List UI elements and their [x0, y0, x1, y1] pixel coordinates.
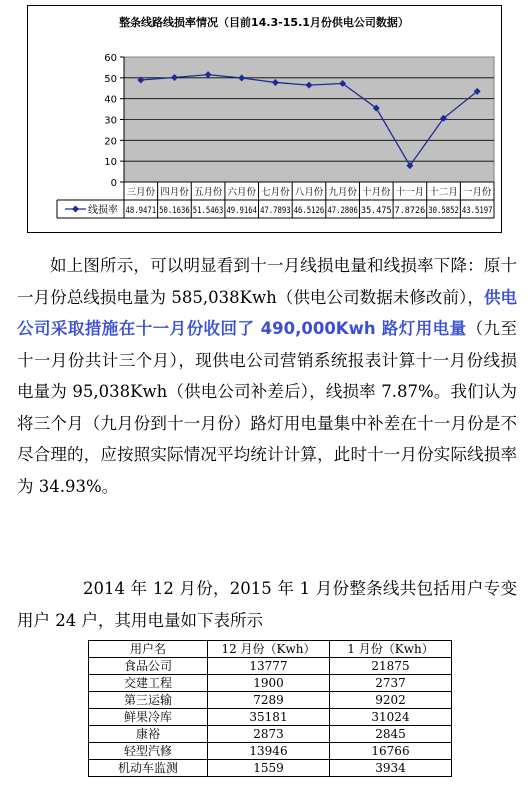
- cell-jan: 3934: [330, 760, 452, 777]
- table-row: [89, 675, 452, 692]
- legend-label: 线损率: [88, 205, 118, 216]
- table-row: [89, 760, 452, 777]
- usage-table: [88, 640, 452, 777]
- cell-jan: 2737: [330, 675, 452, 692]
- cell-jan: 9202: [330, 692, 452, 709]
- analysis-paragraph: [17, 250, 517, 502]
- data-value-label: 49.9164: [226, 206, 258, 216]
- data-value-label: 46.5126: [293, 206, 325, 216]
- table-row: [89, 692, 452, 709]
- x-category-label: 九月份: [328, 187, 357, 198]
- cell-dec: 2873: [208, 726, 330, 743]
- cell-dec: 35181: [208, 709, 330, 726]
- col-header-jan: 1 月份（Kwh）: [330, 641, 452, 658]
- x-category-label: 十二月: [429, 187, 458, 198]
- x-category-label: 五月份: [193, 187, 223, 198]
- line-loss-chart: [27, 5, 502, 233]
- legend-marker-icon: [72, 206, 79, 213]
- data-value-label: 30.5852: [428, 206, 459, 216]
- x-category-label: 一月份: [462, 187, 492, 198]
- x-category-label: 十一月: [395, 187, 425, 198]
- table-header-row: [89, 641, 452, 658]
- table-body: [89, 658, 452, 777]
- data-value-label: 7.8726: [394, 206, 426, 216]
- x-category-label: 八月份: [294, 187, 324, 198]
- cell-user: 鲜果冷库: [89, 709, 208, 726]
- y-tick-label: 60: [104, 53, 117, 64]
- data-value-label: 50.1636: [159, 206, 190, 216]
- data-value-label: 47.2806: [327, 206, 358, 216]
- cell-user: 交建工程: [89, 675, 208, 692]
- cell-user: 食品公司: [89, 658, 208, 675]
- y-tick-label: 40: [104, 94, 117, 106]
- data-value-label: 48.9471: [125, 206, 157, 216]
- x-category-label: 七月份: [261, 187, 290, 198]
- y-tick-label: 0: [110, 178, 117, 189]
- cell-dec: 13777: [208, 658, 330, 675]
- col-header-user: 用户名: [89, 641, 208, 658]
- y-tick-label: 20: [104, 136, 117, 148]
- table-row: [89, 658, 452, 675]
- x-category-label: 十月份: [362, 187, 391, 198]
- x-category-label: 六月份: [227, 187, 256, 198]
- cell-user: 康裕: [89, 726, 208, 743]
- analysis-highlight: 供电公司采取措施在十一月份收回了 490,000Kwh 路灯用电量: [17, 287, 518, 338]
- x-category-label: 四月份: [160, 187, 189, 198]
- x-category-label: 三月份: [126, 187, 156, 198]
- cell-jan: 31024: [330, 709, 452, 726]
- data-value-label: 51.5463: [192, 206, 224, 216]
- y-tick-label: 10: [104, 157, 117, 169]
- cell-user: 机动车监测: [89, 760, 208, 777]
- y-tick-label: 50: [104, 73, 117, 85]
- chart-canvas: [28, 6, 501, 232]
- table-row: [89, 709, 452, 726]
- cell-jan: 21875: [330, 658, 452, 675]
- analysis-text-b: （九至十一月份共计三个月），现供电公司营销系统报表计算十一月份线损电量为 95,038Kwh（供电公司补差后），线损率 7.87%。我们认为将三个月（九月份到十一月份）路灯用电量集中补差在十一月份是不尽合理的，应按照实际情况平均统计计算，此时十一月份实际线损率为 34.93%。: [17, 319, 517, 496]
- y-tick-label: 30: [104, 115, 117, 127]
- users-paragraph: 2014 年 12 月份，2015 年 1 月份整条线共包括用户专变用户 24 户，其用电量如下表所示: [17, 579, 517, 630]
- cell-jan: 16766: [330, 743, 452, 760]
- chart-title: 整条线路线损率情况（目前14.3-15.1月份供电公司数据）: [119, 16, 409, 29]
- cell-user: 第三运输: [89, 692, 208, 709]
- table-row: [89, 743, 452, 760]
- data-value-label: 43.5197: [461, 206, 493, 216]
- cell-dec: 1900: [208, 675, 330, 692]
- data-value-label: 35.475: [360, 206, 392, 216]
- cell-dec: 13946: [208, 743, 330, 760]
- analysis-text-a: 如上图所示，可以明显看到十一月线损电量和线损率下降：原十一月份总线损电量为 585,038Kwh（供电公司数据未修改前），: [17, 256, 517, 307]
- cell-dec: 7289: [208, 692, 330, 709]
- data-value-label: 47.7893: [260, 206, 291, 216]
- cell-dec: 1559: [208, 760, 330, 777]
- table-row: [89, 726, 452, 743]
- col-header-dec: 12 月份（Kwh）: [208, 641, 330, 658]
- cell-user: 轻型汽修: [89, 743, 208, 760]
- cell-jan: 2845: [330, 726, 452, 743]
